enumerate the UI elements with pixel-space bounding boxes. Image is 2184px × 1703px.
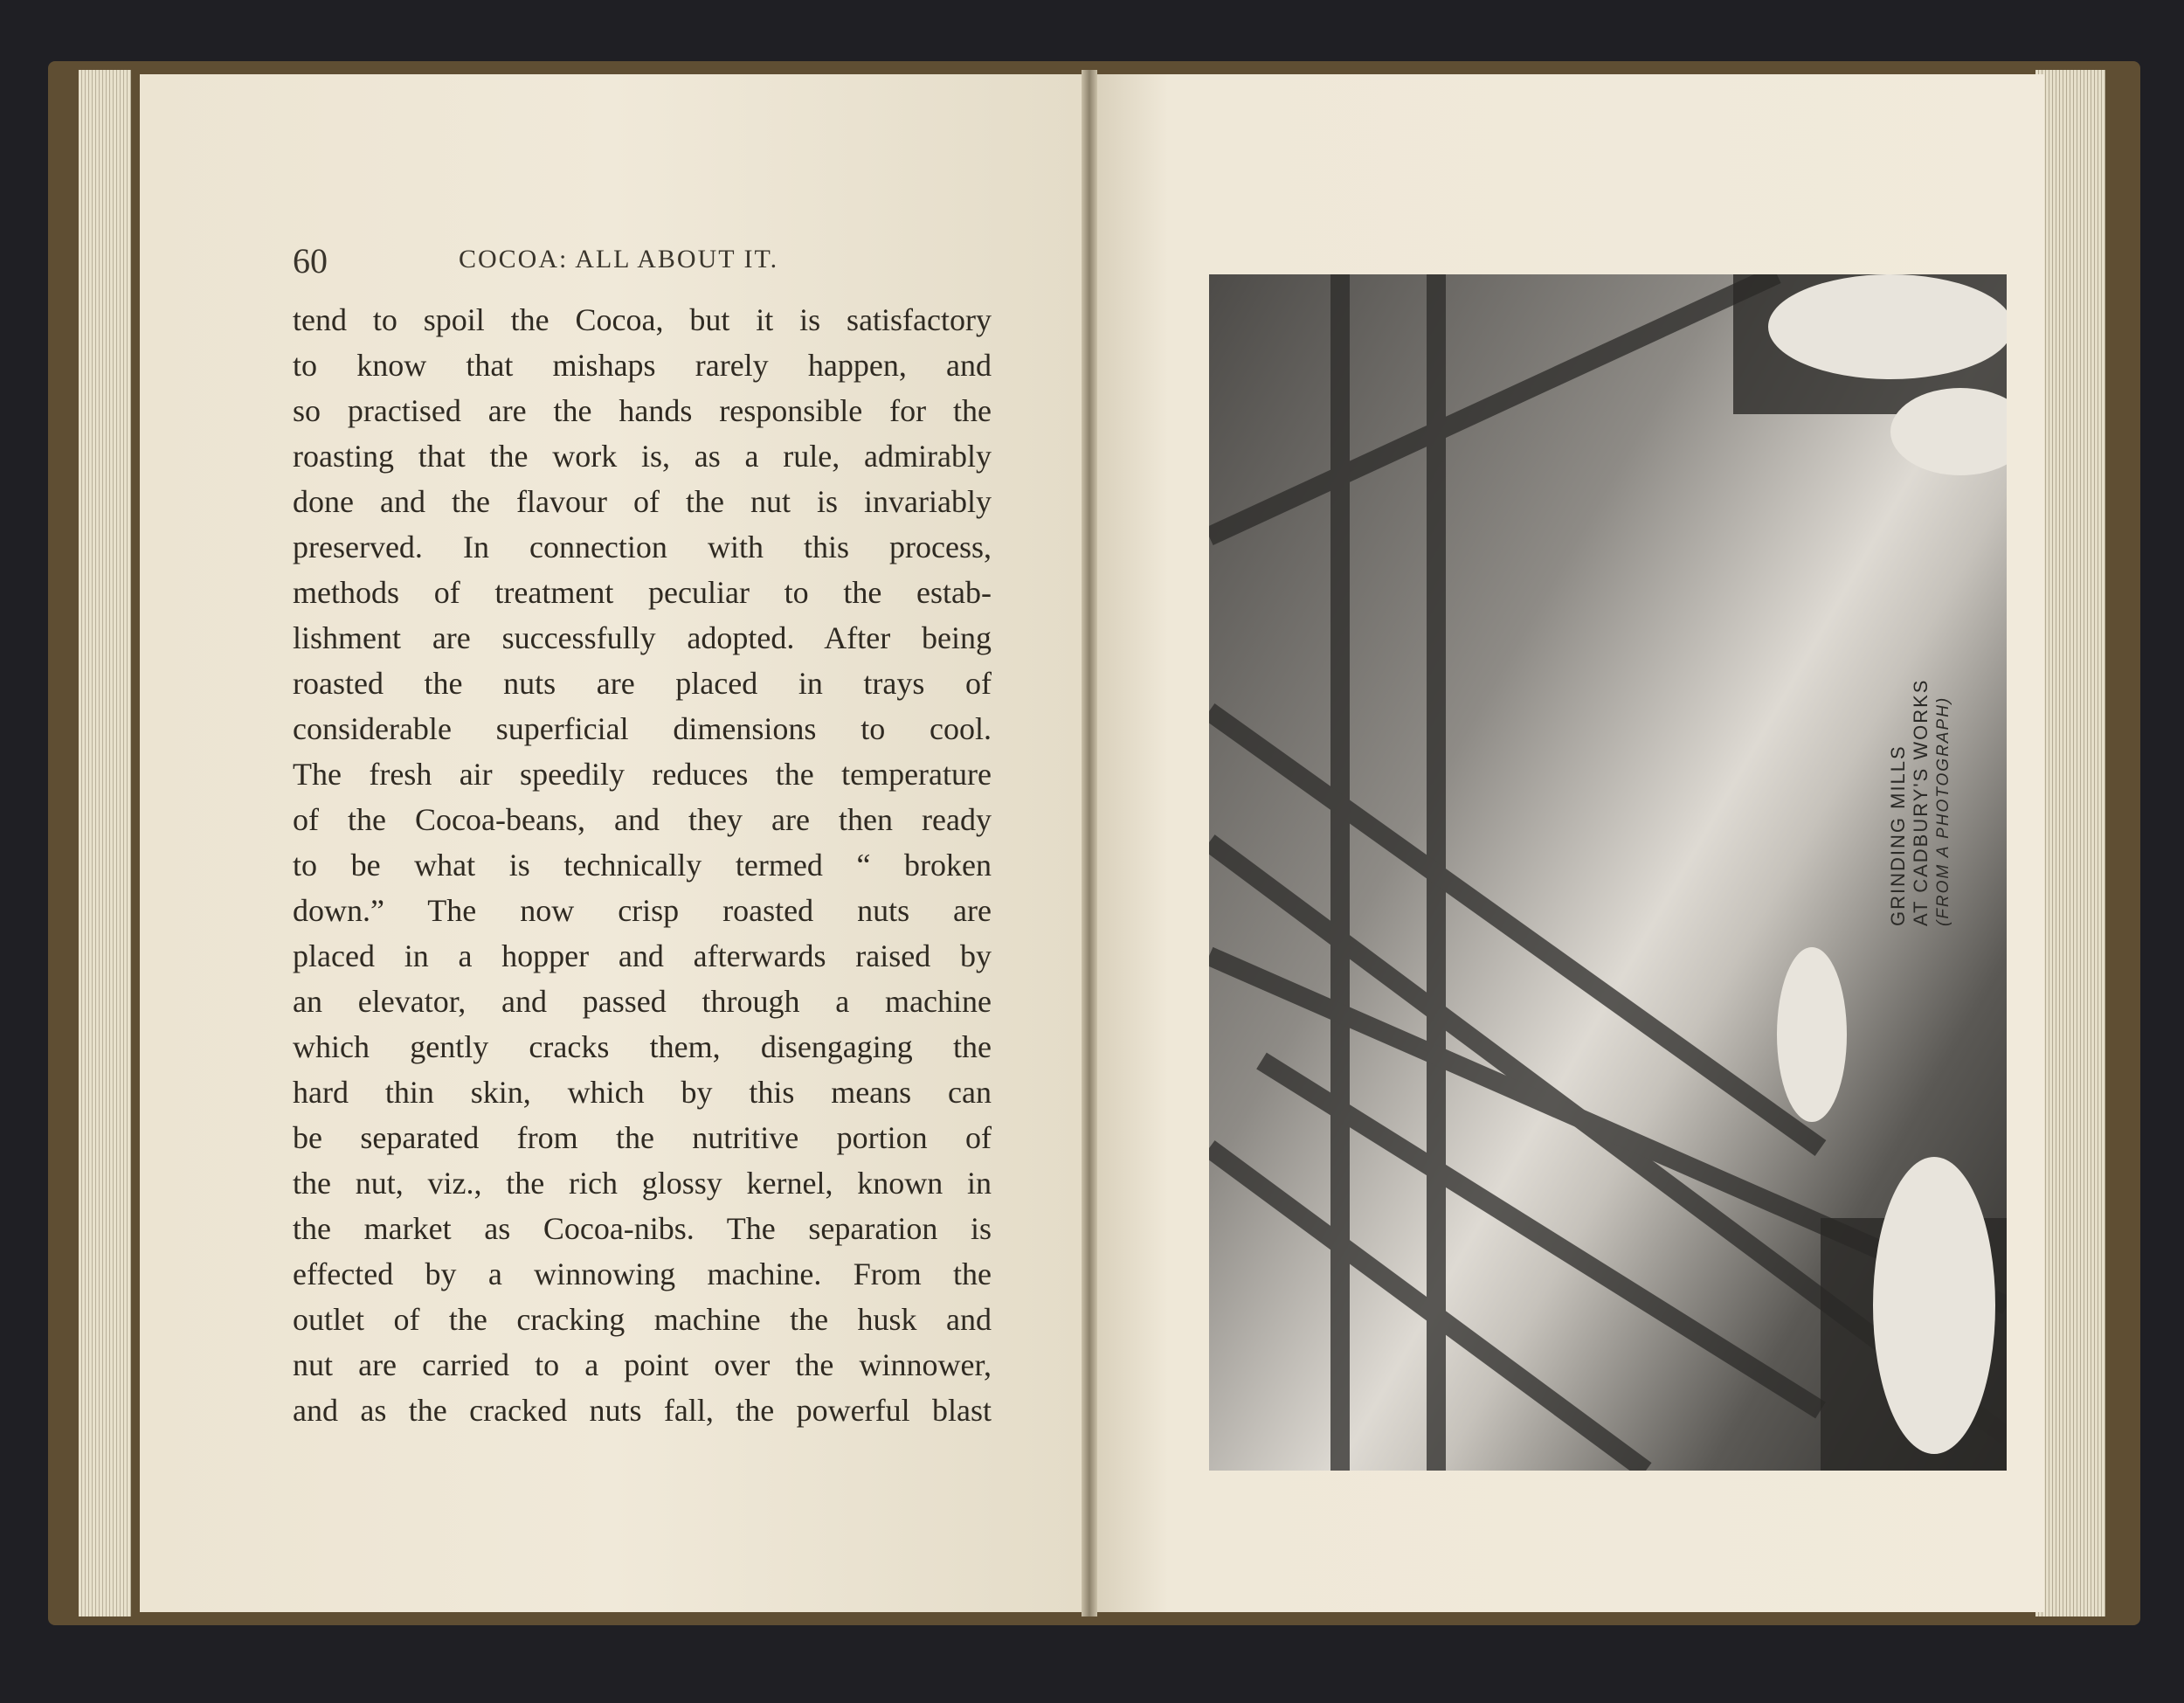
- running-title: COCOA: ALL ABOUT IT.: [459, 245, 779, 273]
- text-line: roasted the nuts are placed in trays of: [293, 666, 992, 701]
- caption-line: AT CADBURY'S WORKS: [1910, 678, 1932, 926]
- text-line: effected by a winnowing machine. From the: [293, 1256, 992, 1291]
- text-line: down.” The now crisp roasted nuts are: [293, 893, 992, 928]
- text-line: considerable superficial dimensions to cool.: [293, 711, 992, 746]
- caption-line: (FROM A PHOTOGRAPH): [1934, 696, 1952, 926]
- text-line: hard thin skin, which by this means can: [293, 1075, 992, 1110]
- photo-caption: [1887, 679, 1955, 926]
- text-line: roasting that the work is, as a rule, admirably: [293, 439, 992, 474]
- text-line: tend to spoil the Cocoa, but it is satisfactory: [293, 302, 992, 337]
- text-line: outlet of the cracking machine the husk and: [293, 1302, 992, 1337]
- text-line: an elevator, and passed through a machine: [293, 984, 992, 1019]
- page-edges-right: [2035, 70, 2105, 1616]
- text-line: methods of treatment peculiar to the estab-: [293, 575, 992, 610]
- page-number: 60: [293, 241, 328, 280]
- text-line: to know that mishaps rarely happen, and: [293, 348, 992, 383]
- text-line: to be what is technically termed “ broken: [293, 848, 992, 883]
- text-line: which gently cracks them, disengaging the: [293, 1029, 992, 1064]
- text-line: of the Cocoa-beans, and they are then ready: [293, 802, 992, 837]
- text-line: The fresh air speedily reduces the temperature: [293, 757, 992, 792]
- book-gutter: [1082, 70, 1097, 1616]
- text-line: done and the flavour of the nut is invariably: [293, 484, 992, 519]
- text-line: lishment are successfully adopted. After being: [293, 620, 992, 655]
- text-line: nut are carried to a point over the winnower,: [293, 1347, 992, 1382]
- page-edges-left: [79, 70, 131, 1616]
- text-line: and as the cracked nuts fall, the powerful blast: [293, 1393, 992, 1428]
- text-line: so practised are the hands responsible for the: [293, 393, 992, 428]
- caption-line: GRINDING MILLS: [1887, 744, 1909, 926]
- text-line: the market as Cocoa-nibs. The separation is: [293, 1211, 992, 1246]
- text-line: preserved. In connection with this process,: [293, 530, 992, 564]
- text-line: be separated from the nutritive portion of: [293, 1120, 992, 1155]
- body-text: [293, 297, 992, 1433]
- text-line: placed in a hopper and afterwards raised by: [293, 938, 992, 973]
- text-line: the nut, viz., the rich glossy kernel, known in: [293, 1166, 992, 1201]
